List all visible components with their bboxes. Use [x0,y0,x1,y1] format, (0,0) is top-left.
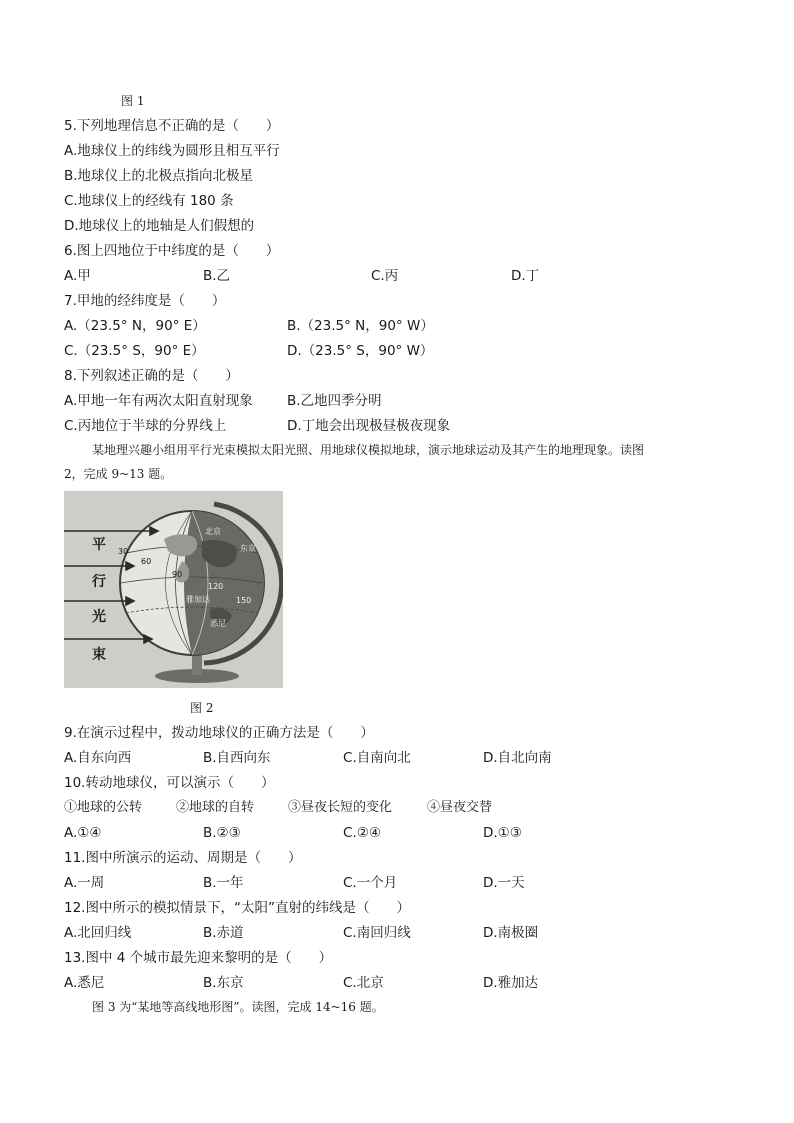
question-11-option-b: B.一年 [203,875,244,891]
question-6-option-d: D.丁 [511,268,540,284]
question-11-option-c: C.一个月 [343,875,398,891]
question-5-option-d: D.地球仪上的地轴是人们假想的 [64,218,255,234]
question-6-option-a: A.甲 [64,268,91,284]
question-8-option-c: C.丙地位于半球的分界线上 [64,418,227,434]
question-7-option-d: D.（23.5° S，90° W） [287,343,434,359]
light-beam-char: 平 [92,537,106,553]
question-10-choice-4: ④昼夜交替 [427,800,493,815]
question-8-option-d: D.丁地会出现极昼极夜现象 [287,418,451,434]
question-13-option-a: A.悉尼 [64,975,105,991]
question-7-option-b: B.（23.5° N，90° W） [287,318,434,334]
question-5-option-a: A.地球仪上的纬线为圆形且相互平行 [64,143,280,159]
question-5-option-c: C.地球仪上的经线有 180 条 [64,193,234,209]
question-7-option-c: C.（23.5° S，90° E） [64,343,205,359]
longitude-label: 120 [208,582,224,591]
light-beam-char: 光 [92,609,106,625]
city-label-jakarta: 雅加达 [186,595,210,604]
question-11-option-d: D.一天 [483,875,525,891]
question-12-option-b: B.赤道 [203,925,244,941]
question-6-option-c: C.丙 [371,268,399,284]
question-10-stem: 10.转动地球仪，可以演示（ ） [64,775,275,791]
figure-3-intro: 图 3 为“某地等高线地形图”。读图，完成 14~16 题。 [92,1000,384,1014]
question-9-stem: 9.在演示过程中，拨动地球仪的正确方法是（ ） [64,725,374,741]
figure-2-intro-line-2: 2，完成 9~13 题。 [64,467,173,481]
question-13-option-c: C.北京 [343,975,384,991]
question-13-stem: 13.图中 4 个城市最先迎来黎明的是（ ） [64,950,333,966]
question-8-stem: 8.下列叙述正确的是（ ） [64,368,239,384]
question-10-option-a: A.①④ [64,825,102,841]
city-label-sydney: 悉尼 [210,619,226,628]
question-11-option-a: A.一周 [64,875,105,891]
question-7-stem: 7.甲地的经纬度是（ ） [64,293,226,309]
question-8-option-b: B.乙地四季分明 [287,393,382,409]
longitude-label: 90 [172,570,183,579]
question-10-choice-3: ③昼夜长短的变化 [288,800,393,815]
question-5-stem: 5.下列地理信息不正确的是（ ） [64,118,280,134]
question-10-choice-2: ②地球的自转 [176,800,255,815]
question-6-stem: 6.图上四地位于中纬度的是（ ） [64,243,280,259]
longitude-label: 150 [236,596,252,605]
question-8-option-a: A.甲地一年有两次太阳直射现象 [64,393,253,409]
question-12-option-d: D.南极圈 [483,925,539,941]
question-10-option-b: B.②③ [203,825,241,841]
question-10-choice-1: ①地球的公转 [64,800,143,815]
light-beam-char: 行 [92,574,106,590]
question-13-option-d: D.雅加达 [483,975,539,991]
figure-2-intro-line-1: 某地理兴趣小组用平行光束模拟太阳光照、用地球仪模拟地球，演示地球运动及其产生的地理现象。读图 [92,443,645,457]
question-7-option-a: A.（23.5° N，90° E） [64,318,206,334]
question-5-option-b: B.地球仪上的北极点指向北极星 [64,168,254,184]
city-label-beijing: 北京 [205,527,221,536]
longitude-label: 60 [141,557,152,566]
longitude-label: 30 [118,547,129,556]
light-beam-char: 束 [92,647,106,663]
question-6-option-b: B.乙 [203,268,231,284]
question-9-option-d: D.自北向南 [483,750,552,766]
question-12-option-c: C.南回归线 [343,925,411,941]
figure-1-caption: 图 1 [121,94,145,108]
figure-2-caption: 图 2 [190,701,214,715]
question-10-option-d: D.①③ [483,825,522,841]
question-9-option-c: C.自南向北 [343,750,411,766]
question-12-option-a: A.北回归线 [64,925,132,941]
question-12-stem: 12.图中所示的模拟情景下，“太阳”直射的纬线是（ ） [64,900,410,916]
question-11-stem: 11.图中所演示的运动、周期是（ ） [64,850,302,866]
question-13-option-b: B.东京 [203,975,244,991]
question-9-option-b: B.自西向东 [203,750,271,766]
question-9-option-a: A.自东向西 [64,750,132,766]
city-label-tokyo: 东京 [240,544,256,553]
figure-2-globe-image [64,491,283,688]
question-10-option-c: C.②④ [343,825,381,841]
